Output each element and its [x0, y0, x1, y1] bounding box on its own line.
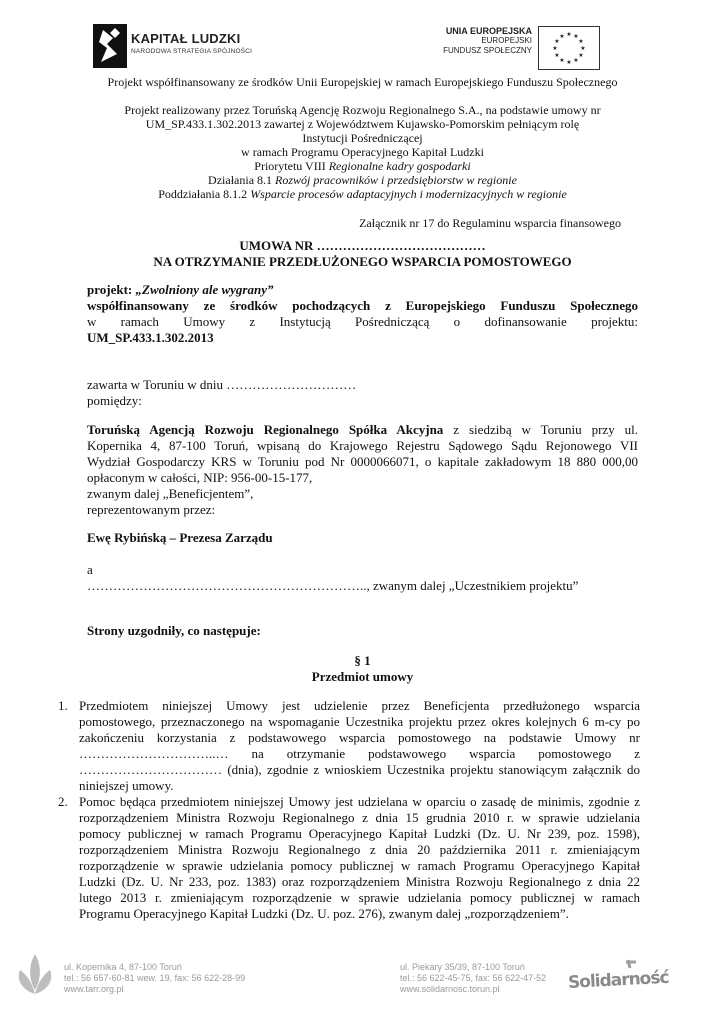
project-block-line2: współfinansowany ze środków pochodzących z Europejskiego Funduszu Społecznego [87, 298, 638, 313]
item-1-line: zakończeniu korzystania z podstawowego wsparcia pomostowego na podstawie Umowy nr [79, 730, 640, 745]
item-2-line: Ludzki (Dz. U. Nr 233, poz. 1383) oraz rozporządzeniem Ministra Rozwoju Regionalnego z dnia 22 [79, 874, 640, 889]
item-number: 1. [58, 698, 68, 713]
project-info [0, 103, 725, 201]
party2-line: ……………………………………………………….., zwanym dalej „Uczestnikiem projektu” [87, 578, 579, 593]
footer-left-phone: tel.: 56 657-60-81 wew. 19, fax: 56 622-28-99 [64, 973, 246, 983]
concluded-line1: zawarta w Toruniu w dniu ………………………… [87, 377, 357, 392]
section-1-number: § 1 [354, 653, 371, 668]
footer-left [64, 962, 245, 995]
cofinanced-note: Projekt współfinansowany ze środków Unii Europejskiej w ramach Europejskiego Funduszu Społecznego [107, 75, 618, 89]
tarr-leaf-icon [12, 950, 58, 996]
project-block-line4: UM_SP.433.1.302.2013 [87, 330, 214, 345]
project-info-line4: w ramach Programu Operacyjnego Kapitał Ludzki [241, 145, 484, 159]
solidarnosc-logo [566, 956, 670, 996]
item-2-line: Pomoc będąca przedmiotem niniejszej Umowy jest udzielana w oparciu o zasadę de minimis, zgodnie z [79, 794, 640, 809]
footer-right-website: www.solidarnosc.torun.pl [400, 984, 500, 994]
concluded-line2: pomiędzy: [87, 393, 142, 408]
kl-logo-title: KAPITAŁ LUDZKI [131, 31, 241, 46]
item-1-line: pomostowego, przeznaczonego na wspomaganie Uczestnika projektu przez okres kolejnych 6 m-cy po [79, 714, 640, 729]
footer-right-phone: tel.: 56 622-45-75, fax: 56 622-47-52 [400, 973, 547, 983]
party1-line4: opłaconym w całości, NIP: 956-00-15-177, [87, 470, 313, 485]
party1-line3: Wydział Gospodarczy KRS w Toruniu pod Nr 0000066071, o kapitale zakładowym 18 880 000,00 [87, 454, 638, 469]
title-line1: UMOWA NR ………………………………… [239, 238, 486, 253]
item-1-line: …………………………..… na otrzymanie podstawowego wsparcia pomostowego z [79, 746, 640, 761]
eu-logo [420, 26, 600, 70]
svg-text:★: ★ [573, 33, 579, 40]
section-1-heading [0, 653, 725, 685]
party1-line6: reprezentowanym przez: [87, 502, 216, 517]
attachment-note: Załącznik nr 17 do Regulaminu wsparcia finansowego [359, 216, 621, 230]
title-line2: NA OTRZYMANIE PRZEDŁUŻONEGO WSPARCIA POMOSTOWEGO [153, 254, 572, 269]
section-1-item-2 [58, 794, 640, 922]
svg-text:★: ★ [554, 52, 560, 59]
kapital-ludzki-logo [93, 24, 263, 68]
svg-text:★: ★ [578, 52, 584, 59]
item-1-line: niniejszej umowy. [79, 778, 174, 793]
project-info-line1: Projekt realizowany przez Toruńską Agencję Rozwoju Regionalnego S.A., na podstawie umowy nr [124, 103, 601, 117]
tarr-leaf-logo [12, 950, 58, 1001]
eu-logo-line2: EUROPEJSKI [481, 36, 532, 45]
project-name-line: projekt: „Zwolniony ale wygrany” [87, 282, 274, 297]
project-block-line3: w ramach Umowy z Instytucją Pośredniczącą o dofinansowanie projektu: [87, 314, 638, 329]
section-1-item-1 [58, 698, 640, 794]
item-number: 2. [58, 794, 68, 809]
kl-logo-subtitle: NARODOWA STRATEGIA SPÓJNOŚCI [131, 48, 253, 55]
solidarnosc-logo-icon [566, 956, 670, 996]
agreed-statement: Strony uzgodniły, co następuje: [87, 623, 261, 638]
footer-left-website: www.tarr.org.pl [64, 984, 124, 994]
project-info-line6: Działania 8.1 Rozwój pracowników i przedsiębiorstw w regionie [208, 173, 517, 187]
project-info-line2: UM_SP.433.1.302.2013 zawartej z Województwem Kujawsko-Pomorskim pełniącym rolę [145, 117, 580, 131]
party1-line5: zwanym dalej „Beneficjentem”, [87, 486, 254, 501]
svg-text:★: ★ [566, 59, 572, 66]
svg-text:★: ★ [573, 57, 579, 64]
concluded-block [87, 377, 638, 409]
svg-text:★: ★ [554, 38, 560, 45]
eu-logo-line3: FUNDUSZ SPOŁECZNY [443, 46, 532, 55]
item-2-line: rozporządzeniem Ministra Rozwoju Regionalnego z dnia 15 grudnia 2010 r. w sprawie udzielania [79, 810, 640, 825]
project-info-line5: Priorytetu VIII Regionalne kadry gospodarki [254, 159, 471, 173]
party2-and: a [87, 562, 93, 577]
footer-left-address: ul. Kopernika 4, 87-100 Toruń [64, 962, 182, 972]
project-block [87, 282, 638, 346]
footer-right [400, 962, 546, 995]
item-2-line: Programu Operacyjnego Kapitał Ludzki (Dz. U. poz. 276), zwanym dalej „rozporządzeniem”. [79, 906, 569, 921]
item-2-line: pomocy publicznej w ramach Programu Operacyjnego Kapitał Ludzki (Dz. U. Nr 239, poz. 1598), [79, 826, 640, 841]
eu-logo-line1: UNIA EUROPEJSKA [445, 26, 532, 36]
eu-logo-text [443, 26, 532, 56]
svg-text:★: ★ [566, 31, 572, 38]
svg-text:★: ★ [559, 57, 565, 64]
svg-text:Solidarność: Solidarność [567, 967, 670, 993]
item-2-line: rozporządzenie w sprawie udzielania pomocy publicznej w ramach Programu Operacyjnego Kapitał [79, 858, 640, 873]
svg-text:★: ★ [578, 38, 584, 45]
representative: Ewę Rybińską – Prezesa Zarządu [87, 530, 273, 545]
kapital-ludzki-emblem-icon [93, 24, 127, 68]
section-1-title: Przedmiot umowy [311, 669, 414, 684]
eu-flag-icon [538, 26, 600, 70]
party-beneficiary [87, 422, 638, 518]
document-title [0, 238, 725, 270]
item-2-line: lutego 2013 r. zmieniającym rozporządzenie w sprawie udzielania pomocy publicznej w ramach [79, 890, 640, 905]
svg-text:★: ★ [580, 45, 586, 52]
party1-line1: Toruńską Agencją Rozwoju Regionalnego Spółka Akcyjna z siedzibą w Toruniu przy ul. [87, 422, 639, 437]
party-participant [87, 562, 638, 594]
item-1-line: …………………………… (dnia), zgodnie z wnioskiem Uczestnika projektu stanowiącym załącznik do [79, 762, 640, 777]
item-2-line: rozporządzeniem Ministra Rozwoju Regionalnego z dnia 20 października 2011 r. zmieniającym [79, 842, 640, 857]
item-1-line: Przedmiotem niniejszej Umowy jest udzielenie przez Beneficjenta przedłużonego wsparcia [79, 698, 640, 713]
svg-text:★: ★ [552, 45, 558, 52]
party1-line2: Kopernika 4, 87-100 Toruń, wpisaną do Krajowego Rejestru Sądowego Sądu Rejonowego VII [87, 438, 638, 453]
project-info-line7: Poddziałania 8.1.2 Wsparcie procesów adaptacyjnych i modernizacyjnych w regionie [158, 187, 567, 201]
svg-text:★: ★ [559, 33, 565, 40]
footer-right-address: ul. Piekary 35/39, 87-100 Toruń [400, 962, 525, 972]
project-info-line3: Instytucji Pośredniczącej [302, 131, 423, 145]
